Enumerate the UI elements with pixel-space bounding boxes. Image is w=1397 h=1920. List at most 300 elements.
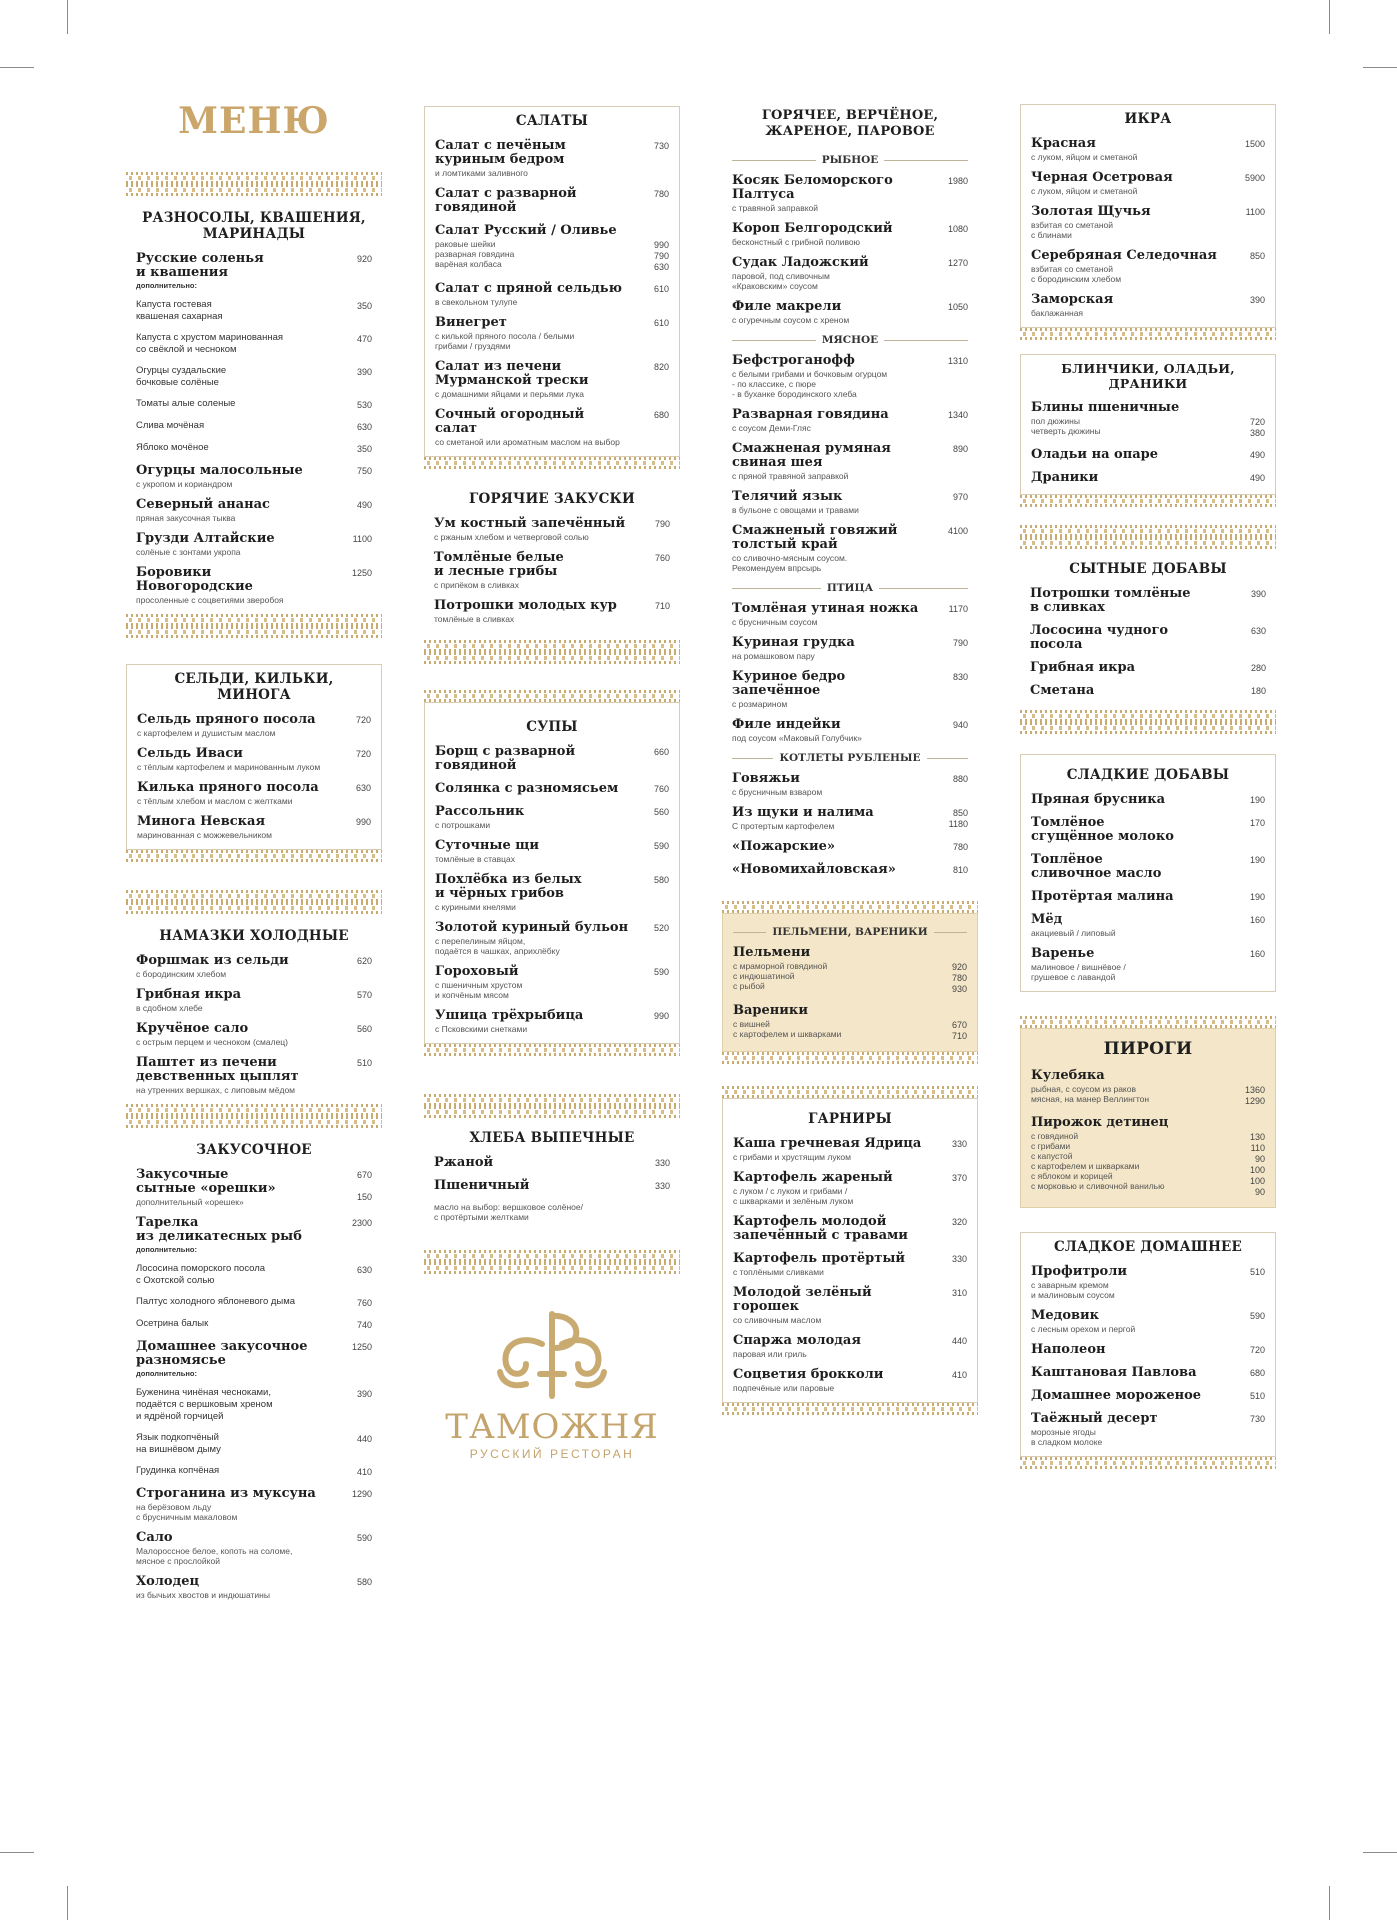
item-price: 190 [1249,892,1265,902]
menu-item [136,1387,372,1423]
menu-item-text [136,1340,338,1378]
ornament-divider [722,1403,978,1415]
item-description: с луком, яйцом и сметаной [1031,186,1138,196]
item-name: Минога Невская [137,814,266,829]
menu-item-text [136,498,338,523]
item-description: под соусом «Маковый Голубчик» [732,733,862,743]
item-price: 740 [356,1320,372,1330]
item-price: 490 [1249,450,1265,460]
item-list [733,946,967,1042]
menu-item-text [434,551,636,590]
menu-item [733,1334,967,1359]
item-price: 440 [951,1336,967,1346]
ornament-divider [1020,1457,1276,1469]
item-price: 1980 [947,176,968,186]
menu-item [733,1171,967,1206]
menu-item [1031,249,1265,284]
menu-item-text [137,747,337,772]
item-price: 160 [1249,915,1265,925]
menu-item-text [1031,816,1231,844]
ornament-divider [424,640,680,652]
menu-item-text [435,965,635,1000]
item-price: 720 [355,749,371,759]
ornament-divider [1020,328,1276,340]
menu-item [136,532,372,557]
menu-item-text [434,599,636,624]
item-name: Вареники [733,1003,808,1018]
menu-item-text [435,873,635,912]
item-name: Заморская [1031,292,1114,307]
menu-item [1031,816,1265,844]
item-price: 970 [952,492,968,502]
menu-item-text [1030,684,1232,698]
menu-item [434,551,670,590]
item-description: с куриными кнелями [435,902,516,912]
item-price: 330 [951,1254,967,1264]
item-list [1031,1265,1265,1447]
item-name: Салат с разварной говядиной [435,186,577,215]
menu-item-text [733,1334,933,1359]
item-name: Суточные щи [435,838,539,853]
item-price: 1100 [352,534,372,544]
item-price: 580 [653,875,669,885]
item-price: 720 [1249,1345,1265,1355]
menu-item-text [733,1286,933,1325]
menu-item [136,365,372,389]
menu-item-text [136,1387,338,1423]
menu-item-text [136,252,338,290]
menu-item [732,174,968,213]
item-description: с домашними яйцами и перьями лука [435,389,584,399]
item-price: 630 [356,1265,372,1275]
item-list [136,1168,372,1600]
menu-item-text [136,398,338,410]
item-price: 940 [952,720,968,730]
menu-item-text [136,1531,338,1566]
item-price: 310 [951,1288,967,1298]
menu-item [136,1575,372,1600]
item-price: 520 [653,923,669,933]
menu-item-text [136,420,338,432]
item-price: 330 [951,1139,967,1149]
item-price: 630 [356,422,372,432]
ornament-divider [424,1250,680,1262]
menu-item [434,599,670,624]
item-price: 130 110 90 100 100 90 [1249,1132,1265,1197]
item-description: пряная закусочная тыква [136,513,236,523]
item-price: 560 [653,807,669,817]
item-description: с травяной заправкой [732,203,819,213]
item-description: с укропом и кориандром [136,479,233,489]
item-price: 580 [356,1577,372,1587]
menu-item [435,873,669,912]
menu-item-text [1031,249,1231,284]
ornament-divider [424,1262,680,1274]
item-description: просоленные с соцветиями зверобоя [136,595,284,605]
item-price: 1290 [351,1489,372,1499]
item-name: Филе индейки [732,717,841,732]
menu-item-text [435,1009,635,1034]
menu-item-text [435,805,635,830]
menu-item-text [136,1465,338,1477]
menu-item-text [733,1368,933,1393]
menu-item-text [733,1215,933,1243]
item-description: с тёплым картофелем и маринованным луком [137,762,321,772]
menu-item [1031,1389,1265,1403]
menu-item [1031,1366,1265,1380]
item-list [137,713,371,840]
item-name: Строганина из муксуна [136,1486,316,1501]
menu-item [1031,171,1265,196]
item-price: 790 [654,519,670,529]
menu-item-text [732,354,934,399]
item-name: Протёртая малина [1031,889,1174,904]
item-list [136,252,372,605]
menu-item [1031,401,1265,439]
sub-title: РЫБНОЕ [732,154,968,166]
item-name: Буженина чинёная чесноками, подаётся с вершковым хреном и ядрёной горчицей [136,1387,273,1422]
menu-item [732,222,968,247]
item-price: 390 [1249,295,1265,305]
menu-item-text [136,566,338,605]
item-price: 920 780 930 [951,962,967,994]
section-salads [424,106,680,457]
item-name: Тарелка из деликатесных рыб [136,1215,302,1244]
item-name: Килька пряного посола [137,780,319,795]
section-sweet-add [1020,754,1276,992]
section-title: ПИРОГИ [1103,1039,1193,1059]
item-name: Косяк Беломорского Палтуса [732,173,893,202]
item-price: 390 [1250,589,1266,599]
item-name: Драники [1031,470,1099,485]
item-description: баклажанная [1031,308,1084,318]
menu-item-text [435,921,635,956]
item-name: Профитроли [1031,1264,1128,1279]
item-name: Сало [136,1530,173,1545]
item-name: Наполеон [1031,1342,1106,1357]
item-description: в сдобном хлебе [136,1003,203,1013]
section-title: ГОРЯЧЕЕ, ВЕРЧЁНОЕ, ЖАРЕНОЕ, ПАРОВОЕ [761,108,939,139]
item-name: Огурцы малосольные [136,463,303,478]
item-list [136,954,372,1095]
item-list [434,517,670,624]
item-name: Осетрина балык [136,1318,209,1329]
menu-item [733,1286,967,1325]
item-price: 470 [356,334,372,344]
menu-item [733,946,967,995]
item-price: 790 [952,638,968,648]
menu-item [136,252,372,290]
menu-item [732,772,968,797]
column-1 [126,100,382,1609]
section-desserts [1020,1232,1276,1457]
section-title: ГОРЯЧИЕ ЗАКУСКИ [469,491,635,507]
menu-item [732,718,968,743]
menu-item [435,782,669,796]
section-title: ИКРА [1124,111,1172,127]
item-price: 330 [654,1181,670,1191]
menu-item-text [136,1168,338,1207]
monogram-icon [482,1304,622,1404]
item-name: Картофель протёртый [733,1251,905,1266]
menu-item [435,745,669,773]
item-price: 370 [951,1173,967,1183]
item-price: 530 [356,400,372,410]
menu-item [732,256,968,291]
menu-item-text [136,1022,338,1047]
item-description: малиновое / вишнёвое / грушевое с лавандой [1031,962,1126,982]
menu-item [435,139,669,178]
item-name: Каша гречневая Ядрица [733,1136,922,1151]
item-name: Судак Ладожский [732,255,869,270]
menu-item [732,840,968,854]
menu-item [1031,205,1265,240]
menu-item-text [732,772,934,797]
menu-item [733,1252,967,1277]
section-title: СЛАДКИЕ ДОБАВЫ [1066,767,1230,783]
ornament-divider [1020,537,1276,549]
menu-item-text [435,139,635,178]
menu-item [136,442,372,455]
item-description: на ромашковом пару [732,651,815,661]
item-name: Салат из печени Мурманской трески [435,359,589,388]
menu-item-text [136,954,338,979]
menu-item [435,408,669,447]
item-name: Варенье [1031,946,1095,961]
item-name: Пряная брусника [1031,792,1166,807]
menu-item [1031,137,1265,162]
item-price: 1100 [1245,207,1265,217]
item-name: Смажненый говяжий толстый край [732,523,898,552]
item-price: 890 [952,444,968,454]
item-name: Бефстроганофф [732,353,855,368]
item-price: 410 [951,1370,967,1380]
item-price: 670 710 [951,1020,967,1041]
menu-item-text [732,490,934,515]
item-name: Домашнее закусочное разномясье [136,1339,308,1368]
section-spreads [126,928,382,1095]
item-price: 170 [1249,818,1265,828]
menu-item [1031,293,1265,318]
item-price: 850 [1249,251,1265,261]
menu-item-text [136,299,338,323]
menu-item [136,498,372,523]
item-description: маринованная с можжевельником [137,830,272,840]
menu-item [435,187,669,215]
item-name: Капуста гостевая квашеная сахарная [136,299,223,322]
menu-item [732,602,968,627]
item-price: 710 [654,601,670,611]
ornament-divider [1020,525,1276,537]
item-description: с брусничным соусом [732,617,818,627]
item-name: Томаты алые соленые [136,398,236,409]
menu-item [1031,793,1265,807]
menu-item [732,442,968,481]
ornament-divider [722,1052,978,1064]
item-name: Гороховый [435,964,519,979]
menu-item [435,224,669,273]
section-title: ЗАКУСОЧНОЕ [196,1142,312,1158]
item-name: Серебряная Селедочная [1031,248,1217,263]
menu-item-text [136,1575,338,1600]
item-price: 510 [1249,1391,1265,1401]
ornament-divider [126,1116,382,1128]
menu-item-text [1031,1069,1231,1104]
menu-item-text [1031,1412,1231,1447]
item-price: 390 [356,1389,372,1399]
item-name: Говяжьи [732,771,800,786]
menu-item-text [1031,1366,1231,1380]
item-price: 780 [653,189,669,199]
ornament-divider [722,901,978,913]
item-name: Топлёное сливочное масло [1031,852,1162,881]
menu-item-text [1031,890,1231,904]
menu-item [137,713,371,738]
item-name: Красная [1031,136,1096,151]
item-description: с припёком в сливках [434,580,519,590]
item-description: с луком, яйцом и сметаной [1031,152,1138,162]
menu-item [1031,1265,1265,1300]
item-name: Лососина поморского посола с Охотской солью [136,1263,266,1286]
menu-item-text [434,517,636,542]
item-description: взбитая со сметаной с бородинским хлебом [1031,264,1122,284]
item-description: томлёные в ставцах [435,854,515,864]
menu-item-text [732,256,934,291]
item-price: 830 [952,672,968,682]
menu-item-text [1031,448,1231,462]
menu-item [136,954,372,979]
item-name: Короп Белгородский [732,221,893,236]
menu-item-text [136,532,338,557]
section-title: СЛАДКОЕ ДОМАШНЕЕ [1053,1239,1243,1255]
item-name: Винегрет [435,315,507,330]
menu-item-text [435,360,635,399]
item-description: в бульоне с овощами и травами [732,505,859,515]
menu-item-text [1031,1389,1231,1403]
item-list [1031,401,1265,485]
item-name: «Пожарские» [732,839,836,854]
item-name: Молодой зелёный горошек [733,1285,872,1314]
menu-item [1031,1069,1265,1107]
item-price: 780 [952,842,968,852]
item-list [733,1137,967,1393]
menu-item [1031,947,1265,982]
sub-title: КОТЛЕТЫ РУБЛЕНЫЕ [732,752,968,764]
menu-item-text [1031,205,1231,240]
menu-item-text [434,1179,636,1193]
menu-item [733,1137,967,1162]
menu-item-text [1031,947,1231,982]
item-price: 570 [356,990,372,1000]
menu-item [435,316,669,351]
item-price: 820 [653,362,669,372]
item-description: с острым перцем и чесноком (смалец) [136,1037,289,1047]
menu-item-text [137,815,337,840]
item-name: Ушица трёхрыбица [435,1008,584,1023]
menu-item [137,781,371,806]
section-herring [126,664,382,850]
item-name: Мёд [1031,912,1063,927]
menu-item-text [1031,1343,1231,1357]
item-price: 1080 [947,224,968,234]
section-bread [424,1130,680,1222]
menu-item-text [1031,171,1231,196]
item-name: Сельдь пряного посола [137,712,316,727]
menu-item [136,1432,372,1456]
item-name: Кулебяка [1031,1068,1105,1083]
item-price: 760 [653,784,669,794]
item-description: с огуречным соусом с хреном [732,315,850,325]
item-name: Сметана [1030,683,1095,698]
ornament-divider [424,1094,680,1106]
ornament-divider [126,614,382,626]
menu-item-text [732,840,934,854]
menu-item-text [1030,587,1232,615]
item-price: 750 [356,466,372,476]
section-soups [424,702,680,1044]
item-name: Медовик [1031,1308,1100,1323]
menu-item-text [137,713,337,738]
menu-item [732,806,968,831]
menu-item [136,1168,372,1207]
item-list [732,772,968,877]
item-price: 590 [653,967,669,977]
item-price: 610 [653,318,669,328]
item-name: Салат с пряной сельдью [435,281,622,296]
item-price: 590 [1249,1311,1265,1321]
item-name: Похлёбка из белых и чёрных грибов [435,872,582,901]
menu-item [732,408,968,433]
menu-item [136,332,372,356]
item-name: Спаржа молодая [733,1333,861,1348]
ornament-divider [1020,722,1276,734]
menu-item-text [1031,913,1231,938]
item-description: с бородинским хлебом [136,969,227,979]
menu-item-text [137,781,337,806]
menu-item-text [733,1004,933,1039]
item-description: взбитая со сметаной с блинами [1031,220,1113,240]
menu-item-text [136,1056,338,1095]
menu-item-text [1031,293,1231,318]
section-pancakes [1020,354,1276,495]
menu-item [136,398,372,411]
section-title: СУПЫ [526,719,578,735]
section-title: ХЛЕБА ВЫПЕЧНЫЕ [469,1130,635,1146]
item-price: 1500 [1244,139,1265,149]
menu-item [136,464,372,489]
item-name: Пирожок детинец [1031,1115,1169,1130]
menu-item [732,490,968,515]
menu-item-text [732,174,934,213]
item-description: на берёзовом льду с брусничным макаловом [136,1502,238,1522]
menu-item-text [435,316,635,351]
menu-item-text [136,1318,338,1330]
menu-item-text [1031,401,1231,436]
item-name: Потрошки томлёные в сливках [1030,586,1191,615]
item-description: на утренних вершках, с липовым мёдом [136,1085,296,1095]
section-caviar [1020,104,1276,328]
section-dumplings [722,913,978,1052]
item-name: Лососина чудного посола [1030,623,1169,652]
menu-item [1030,587,1266,615]
menu-item [435,282,669,307]
item-description: с соусом Деми-Гляс [732,423,811,433]
menu-item-text [732,670,934,709]
item-name: Смажненая румяная свиная шея [732,441,891,470]
item-name: Ржаной [434,1155,494,1170]
menu-item-text [732,863,934,877]
menu-item-text [136,365,338,389]
